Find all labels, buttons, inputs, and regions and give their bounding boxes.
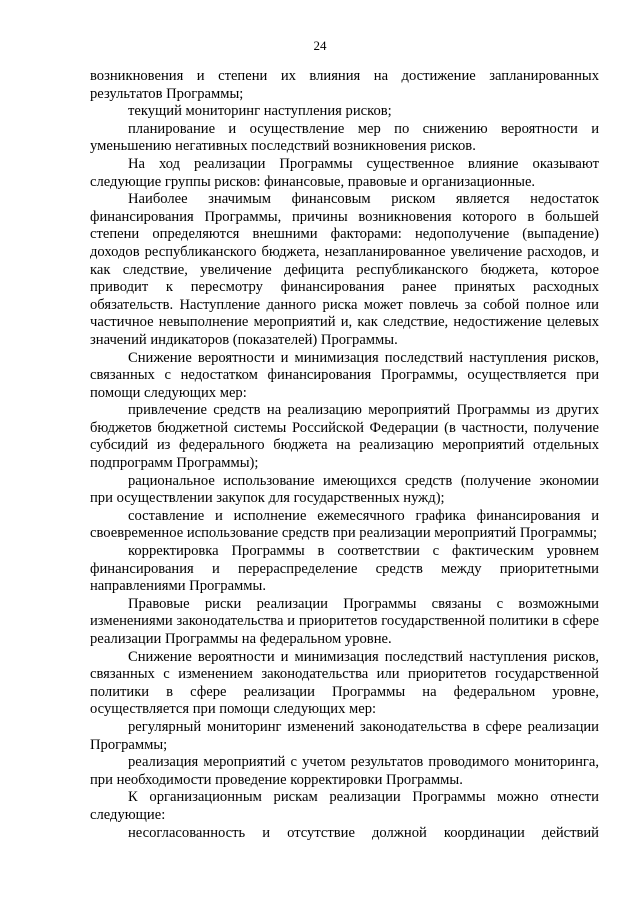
paragraph: возникновения и степени их влияния на достижение запланированных результатов Программы; (90, 68, 599, 102)
body-text (90, 68, 599, 842)
paragraph: составление и исполнение ежемесячного графика финансирования и своевременное использование средств при реализации мероприятий Программы; (90, 507, 599, 542)
paragraph: реализация мероприятий с учетом результатов проводимого мониторинга, при необходимости проведение корректировки Программы. (90, 754, 599, 788)
paragraph: Наиболее значимым финансовым риском является недостаток финансирования Программы, причины возникновения которого в большей степени определяются внешними факторами: недополучение (выпадение) доходов республиканского бюджета, незапланированное увеличение расходов, и как следствие, увеличение дефицита республиканского бюджета, которое приводит к пересмотру финансирования ранее принятых расходных обязательств. Наступление данного риска может повлечь за собой полное или частичное невыполнение мероприятий и, как следствие, недостижение целевых значений индикаторов (показателей) Программы. (90, 191, 599, 348)
paragraph: рациональное использование имеющихся средств (получение экономии при осуществлении закупок для государственных нужд); (90, 472, 599, 507)
paragraph: Снижение вероятности и минимизация последствий наступления рисков, связанных с недостатком финансирования Программы, осуществляется при помощи следующих мер: (90, 349, 599, 401)
page-number: 24 (313, 38, 327, 53)
paragraph: привлечение средств на реализацию мероприятий Программы из других бюджетов бюджетной системы Российской Федерации (в частности, получение субсидий из федерального бюджета на реализацию мероприятий отдельных подпрограмм Программы); (90, 402, 599, 472)
paragraph: Снижение вероятности и минимизация последствий наступления рисков, связанных с изменением законодательства или приоритетов государственной политики в сфере реализации Программы на федеральном уровне, осуществляется при помощи следующих мер: (90, 648, 599, 718)
paragraph: корректировка Программы в соответствии с фактическим уровнем финансирования и перераспределение средств между приоритетными направлениями Программы. (90, 543, 599, 595)
paragraph: На ход реализации Программы существенное влияние оказывают следующие группы рисков: финансовые, правовые и организационные. (90, 155, 599, 190)
paragraph: планирование и осуществление мер по снижению вероятности и уменьшению негативных последствий возникновения рисков. (90, 120, 599, 155)
paragraph: Правовые риски реализации Программы связаны с возможными изменениями законодательства и приоритетов государственной политики в сфере реализации Программы на федеральном уровне. (90, 595, 599, 647)
paragraph: текущий мониторинг наступления рисков; (128, 103, 392, 120)
paragraph: регулярный мониторинг изменений законодательства в сфере реализации Программы; (90, 718, 599, 753)
paragraph: несогласованность и отсутствие должной координации действий (128, 824, 599, 841)
paragraph: К организационным рискам реализации Программы можно отнести следующие: (90, 789, 599, 823)
